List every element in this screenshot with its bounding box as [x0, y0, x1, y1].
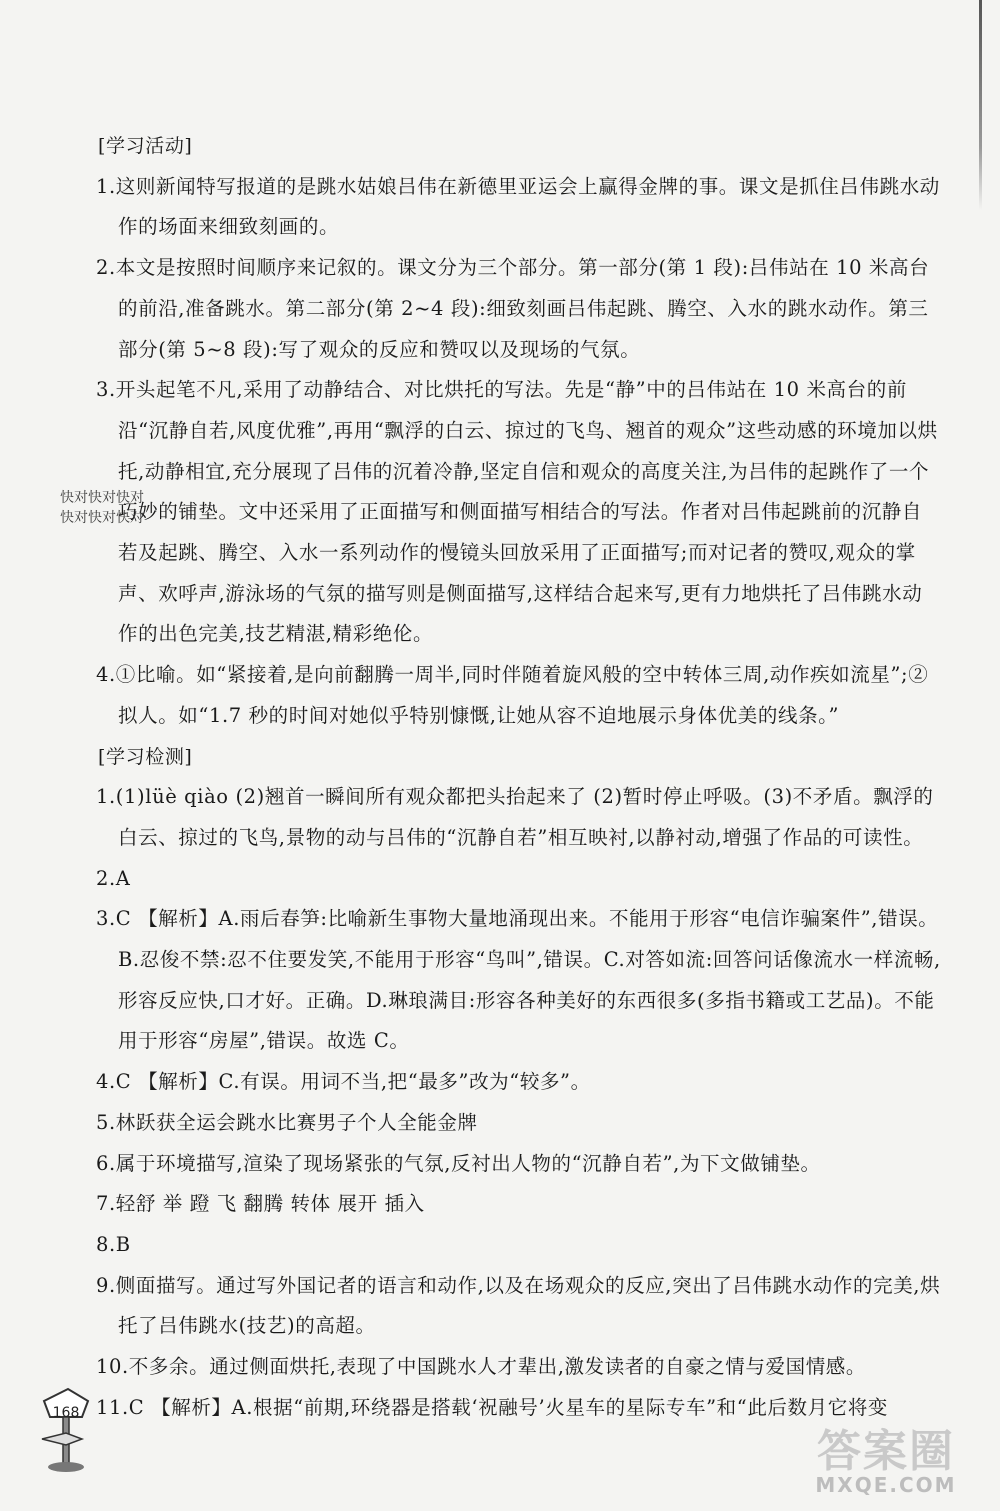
- test-item: 6.属于环境描写,渲染了现场紧张的气氛,反衬出人物的“沉静自若”,为下文做铺垫。: [96, 1151, 821, 1175]
- test-item: 8.B: [96, 1232, 131, 1256]
- test-item: 5.林跃获全运会跳水比赛男子个人全能金牌: [96, 1110, 478, 1134]
- test-item: 4.C 【解析】C.有误。用词不当,把“最多”改为“较多”。: [96, 1070, 591, 1094]
- activity-item: 1.这则新闻特写报道的是跳水姑娘吕伟在新德里亚运会上赢得金牌的事。课文是抓住吕伟跳水动作的场面来细致刻画的。: [96, 174, 940, 239]
- watermark-logo: [796, 1415, 976, 1497]
- test-item: 3.C 【解析】A.雨后春笋:比喻新生事物大量地涌现出来。不能用于形容“电信诈骗案件”,错误。B.忍俊不禁:忍不住要发笑,不能用于形容“鸟叫”,错误。C.对答如流:回答问话像流水一样流畅,形容反应快,口才好。正确。D.琳琅满目:形容各种美好的东西很多(多指书籍或工艺品)。不能用于形容“房屋”,错误。故选 C。: [96, 907, 941, 1053]
- study-test-heading: [学习检测]: [98, 745, 193, 768]
- test-item: 11.C 【解析】A.根据“前期,环绕器是搭载‘祝融号’火星车的星际专车”和“此后数月它将变: [96, 1395, 889, 1419]
- test-item: 10.不多余。通过侧面烘托,表现了中国跳水人才辈出,激发读者的自豪之情与爱国情感。: [96, 1355, 867, 1379]
- overlay-line: 快对快对快对: [60, 510, 144, 526]
- activity-item: 2.本文是按照时间顺序来记叙的。课文分为三个部分。第一部分(第 1 段):吕伟站在 10 米高台的前沿,准备跳水。第二部分(第 2~4 段):细致刻画吕伟起跳、腾空、入水的跳水动作。第三部分(第 5~8 段):写了观众的反应和赞叹以及现场的气氛。: [96, 256, 930, 361]
- test-item: 7.轻舒 举 蹬 飞 翻腾 转体 展开 插入: [96, 1192, 425, 1216]
- test-item: 2.A: [96, 866, 131, 890]
- watermark-overlay-text: [60, 488, 144, 528]
- watermark-logo-text: 答案圈: [817, 1426, 955, 1477]
- signpost-icon: [38, 1387, 94, 1477]
- study-activities-heading: [学习活动]: [98, 135, 193, 157]
- test-item: 9.侧面描写。通过写外国记者的语言和动作,以及在场观众的反应,突出了吕伟跳水动作的完美,烘托了吕伟跳水(技艺)的高超。: [96, 1273, 941, 1338]
- page-edge: [979, 0, 982, 210]
- answer-page: [96, 126, 942, 1429]
- activity-item: 4.①比喻。如“紧接着,是向前翻腾一周半,同时伴随着旋风般的空中转体三周,动作疾如流星”;②拟人。如“1.7 秒的时间对她似乎特别慷慨,让她从容不迫地展示身体优美的线条。”: [96, 663, 929, 727]
- test-item: 1.(1)lüè qiào (2)翘首一瞬间所有观众都把头抬起来了 (2)暂时停止呼吸。(3)不矛盾。飘浮的白云、掠过的飞鸟,景物的动与吕伟的“沉静自若”相互映衬,以静衬动,增强了作品的可读性。: [96, 785, 934, 849]
- page-number: 168: [52, 1405, 80, 1421]
- watermark-site: MXQE.COM: [815, 1473, 957, 1497]
- overlay-line: 快对快对快对: [60, 490, 144, 506]
- activity-item: 3.开头起笔不凡,采用了动静结合、对比烘托的写法。先是“静”中的吕伟站在 10 米高台的前沿“沉静自若,风度优雅”,再用“飘浮的白云、掠过的飞鸟、翘首的观众”这些动感的环境加以烘托,动静相宜,充分展现了吕伟的沉着冷静,坚定自信和观众的高度关注,为吕伟的起跳作了一个巧妙的铺垫。文中还采用了正面描写和侧面描写相结合的写法。作者对吕伟起跳前的沉静自若及起跳、腾空、入水一系列动作的慢镜头回放采用了正面描写;而对记者的赞叹,观众的掌声、欢呼声,游泳场的气氛的描写则是侧面描写,这样结合起来写,更有力地烘托了吕伟跳水动作的出色完美,技艺精湛,精彩绝伦。: [96, 378, 938, 646]
